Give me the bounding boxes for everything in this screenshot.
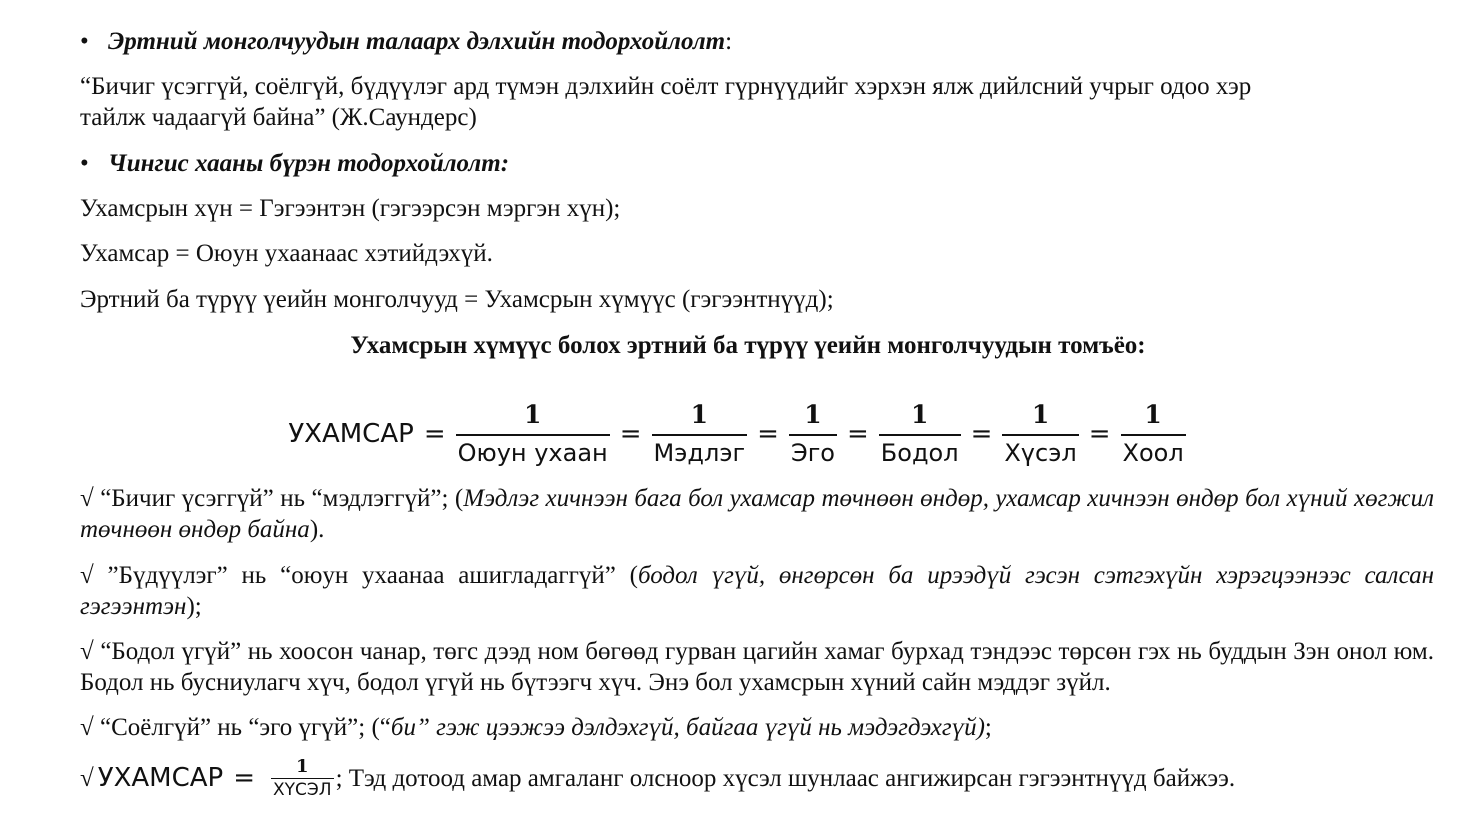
fraction-denominator: Мэдлэг (652, 434, 748, 470)
check-icon: √ (80, 765, 94, 792)
heading-text: Чингис хааны бүрэн тодорхойлолт: (108, 150, 510, 177)
check-icon: √ (80, 714, 94, 741)
fraction-numerator: 1 (690, 400, 709, 429)
fraction-denominator: Хоол (1121, 434, 1186, 470)
final-formula-line (80, 756, 1235, 801)
equals-sign: = (423, 418, 446, 449)
fraction-desire-small (271, 756, 334, 801)
point-tail: ; (984, 714, 992, 741)
point-no-thought (80, 636, 1434, 698)
point-text: “Бодол үгүй” нь хоосон чанар, төгс дээд ном бөгөөд гурван цагийн хамаг бурхад тэндээс төрсөн гэх нь буддын Зэн онол юм. Бодол нь бусниулагч хүч, бодол үгүй нь бүтээгч хүч. Энэ бол ухамсрын хүний сайн мэддэг зүйл. (80, 638, 1434, 696)
definition-line-3: Эртний ба түрүү үеийн монголчууд = Ухамсрын хүмүүс (гэгээнтнүүд); (80, 286, 834, 313)
fraction-numerator: 1 (523, 400, 542, 429)
final-text: ; Тэд дотоод амар амгаланг олсноор хүсэл шунлаас ангижирсан гэгээнтнүүд байжээ. (335, 765, 1236, 792)
fraction-ego (789, 398, 837, 470)
check-icon: √ (80, 562, 94, 589)
point-primitive (80, 560, 1434, 622)
equals-sign: = (847, 418, 869, 449)
formula-title: Ухамсрын хүмүүс болох эртний ба түрүү үеийн монголчуудын томъёо: (350, 332, 1146, 359)
saunders-quote (80, 71, 1434, 133)
definition-line-2: Ухамсар = Оюун ухаанаас хэтийдэхүй. (80, 240, 493, 267)
check-icon: √ (80, 638, 94, 665)
equals-sign: = (233, 763, 256, 793)
bullet-icon: • (80, 28, 89, 55)
fraction-numerator: 1 (910, 400, 929, 429)
fraction-food (1121, 398, 1186, 470)
point-italic: би” гэж цээжээ дэлдэхгүй, байгаа үгүй нь мэдэгдэхгүй) (390, 714, 985, 741)
point-no-culture (80, 712, 1434, 743)
fraction-numerator: 1 (296, 756, 309, 777)
definition-line-1: Ухамсрын хүн = Гэгээнтэн (гэгээрсэн мэргэн хүн); (80, 195, 621, 222)
fraction-numerator: 1 (1031, 400, 1050, 429)
final-formula-lhs: УХАМСАР (97, 763, 224, 793)
point-tail: ). (309, 516, 325, 543)
consciousness-formula (0, 398, 1480, 470)
section-heading-chinggis-definition (80, 148, 1434, 179)
equals-sign: = (970, 418, 993, 449)
fraction-denominator: Хүсэл (1002, 434, 1078, 470)
equals-sign: = (1088, 418, 1111, 449)
fraction-numerator: 1 (804, 400, 822, 429)
fraction-mind (456, 398, 610, 470)
fraction-desire (1002, 398, 1078, 470)
section-heading-world-definition (80, 26, 1434, 57)
point-text: ”Бүдүүлэг” нь “оюун ухаанаа ашигладаггүй” ( (107, 562, 638, 589)
point-italic: Мэдлэг хичнээн бага бол ухамсар төчнөөн өндөр, ухамсар хичнээн өндөр бол хүний хөгжил төчнөөн өндөр байна (80, 485, 1434, 543)
fraction-denominator: Бодол (879, 434, 961, 470)
formula-lhs: УХАМСАР (288, 418, 414, 449)
point-no-writing (80, 483, 1434, 545)
heading-suffix: : (725, 28, 733, 55)
fraction-thought (879, 398, 961, 470)
point-tail: ); (186, 593, 202, 620)
fraction-denominator: Оюун ухаан (456, 434, 610, 470)
check-icon: √ (80, 485, 94, 512)
equals-sign: = (757, 418, 779, 449)
point-text: “Соёлгүй” нь “эго үгүй”; (“ (99, 714, 391, 741)
fraction-knowledge (652, 398, 748, 470)
point-italic: бодол үгүй, өнгөрсөн ба ирээдүй гэсэн сэтгэхүйн хэрэгцээнээс салсан гэгээнтэн (80, 562, 1434, 620)
equals-sign: = (619, 418, 642, 449)
heading-text: Эртний монголчуудын талаарх дэлхийн тодорхойлолт (108, 28, 726, 55)
fraction-denominator: ХҮСЭЛ (273, 780, 332, 800)
bullet-icon: • (80, 150, 89, 177)
quote-line-1: “Бичиг үсэггүй, соёлгүй, бүдүүлэг ард түмэн дэлхийн соёлт гүрнүүдийг хэрхэн ялж дийлсний учрыг одоо хэр (80, 73, 1252, 100)
quote-line-2: тайлж чадаагүй байна” (Ж.Саундерс) (80, 104, 477, 131)
fraction-denominator: Эго (789, 434, 837, 470)
fraction-numerator: 1 (1144, 400, 1162, 429)
point-text: “Бичиг үсэггүй” нь “мэдлэггүй”; ( (100, 485, 464, 512)
